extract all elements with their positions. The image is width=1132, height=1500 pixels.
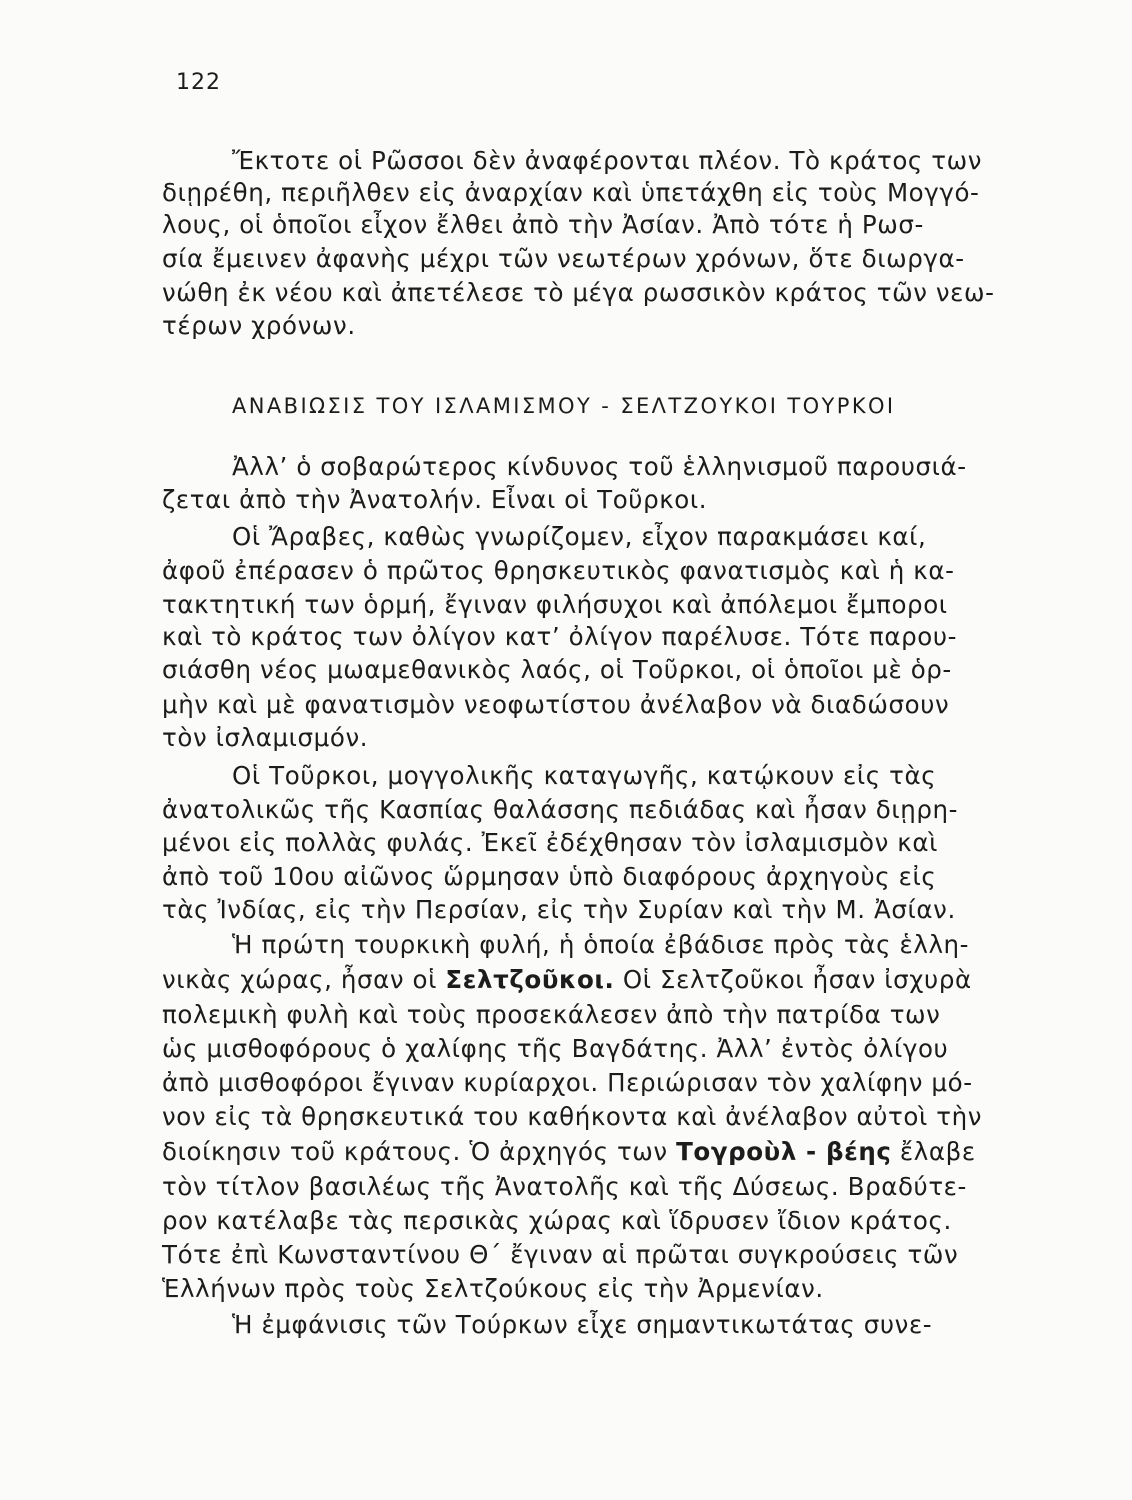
text-line: σιάσθη νέος μωαμεθανικὸς λαός, οἱ Τοῦρκοι, οἱ ὁποῖοι μὲ ὁρ- xyxy=(162,655,952,684)
text-line: τὰς Ἰνδίας, εἰς τὴν Περσίαν, εἰς τὴν Συρίαν καὶ τὴν Μ. Ἀσίαν. xyxy=(162,895,956,924)
text-line: τέρων χρόνων. xyxy=(162,311,356,340)
text-line: τὸν ἰσλαμισμόν. xyxy=(162,723,369,752)
text-line: Ἡ πρώτη τουρκικὴ φυλή, ἡ ὁποία ἐβάδισε πρὸς τὰς ἑλλη- xyxy=(232,930,970,959)
text-line: λους, οἱ ὁποῖοι εἶχον ἔλθει ἀπὸ τὴν Ἀσίαν. Ἀπὸ τότε ἡ Ρωσ- xyxy=(162,210,924,239)
text-line: νον εἰς τὰ θρησκευτικά του καθήκοντα καὶ ἀνέλαβον αὐτοὶ τὴν xyxy=(162,1102,983,1131)
section-heading: ΑΝΑΒΙΩΣΙΣ ΤΟΥ ΙΣΛΑΜΙΣΜΟΥ - ΣΕΛΤΖΟΥΚΟΙ ΤΟΥΡΚΟΙ xyxy=(232,394,896,418)
text-line: Ἔκτοτε οἱ Ρῶσσοι δὲν ἀναφέρονται πλέον. Τὸ κράτος των xyxy=(232,146,983,175)
text-line: τὸν τίτλον βασιλέως τῆς Ἀνατολῆς καὶ τῆς Δύσεως. Βραδύτε- xyxy=(162,1172,967,1201)
text-run: διοίκησιν τοῦ κράτους. Ὁ ἀρχηγός των xyxy=(162,1137,677,1166)
text-line: ὡς μισθοφόρους ὁ χαλίφης τῆς Βαγδάτης. Ἀλλ’ ἐντὸς ὀλίγου xyxy=(162,1034,949,1063)
text-line: καὶ τὸ κράτος των ὀλίγον κατ’ ὀλίγον παρέλυσε. Τότε παρου- xyxy=(162,622,958,651)
emphasized-term: Τογροὺλ - βέης xyxy=(676,1137,892,1166)
text-line xyxy=(162,965,972,995)
text-line: ἀπὸ τοῦ 10ου αἰῶνος ὥρμησαν ὑπὸ διαφόρους ἀρχηγοὺς εἰς xyxy=(162,862,937,891)
text-line: μένοι εἰς πολλὰς φυλάς. Ἐκεῖ ἐδέχθησαν τὸν ἰσλαμισμὸν καὶ xyxy=(162,828,938,857)
text-line: ρον κατέλαβε τὰς περσικὰς χώρας καὶ ἵδρυσεν ἴδιον κράτος. xyxy=(162,1206,952,1235)
text-line: ζεται ἀπὸ τὴν Ἀνατολήν. Εἶναι οἱ Τοῦρκοι. xyxy=(162,485,708,514)
text-run: ἔλαβε xyxy=(891,1137,976,1166)
text-line: Οἱ Ἄραβες, καθὼς γνωρίζομεν, εἶχον παρακμάσει καί, xyxy=(232,522,927,551)
text-line: Ἀλλ’ ὁ σοβαρώτερος κίνδυνος τοῦ ἑλληνισμοῦ παρουσιά- xyxy=(232,452,967,481)
text-line: πολεμικὴ φυλὴ καὶ τοὺς προσεκάλεσεν ἀπὸ τὴν πατρίδα των xyxy=(162,1000,941,1029)
text-line: Τότε ἐπὶ Κωνσταντίνου Θ΄ ἔγιναν αἱ πρῶται συγκρούσεις τῶν xyxy=(162,1240,959,1269)
text-run: νικὰς χώρας, ἦσαν οἱ xyxy=(162,965,446,994)
text-line: Ἑλλήνων πρὸς τοὺς Σελτζούκους εἰς τὴν Ἀρμενίαν. xyxy=(162,1274,824,1303)
text-line: Οἱ Τοῦρκοι, μογγολικῆς καταγωγῆς, κατῴκουν εἰς τὰς xyxy=(232,761,937,790)
text-line: Ἡ ἐμφάνισις τῶν Τούρκων εἶχε σημαντικωτάτας συνε- xyxy=(232,1310,933,1339)
text-line xyxy=(162,1137,976,1167)
text-line: ἀνατολικῶς τῆς Κασπίας θαλάσσης πεδιάδας καὶ ἦσαν διῃρη- xyxy=(162,795,959,824)
text-line: διῃρέθη, περιῆλθεν εἰς ἀναρχίαν καὶ ὑπετάχθη εἰς τοὺς Μογγό- xyxy=(162,178,980,207)
emphasized-term: Σελτζοῦκοι. xyxy=(445,965,615,994)
text-line: τακτητική των ὁρμή, ἔγιναν φιλήσυχοι καὶ ἀπόλεμοι ἔμποροι xyxy=(162,590,948,619)
text-line: μὴν καὶ μὲ φανατισμὸν νεοφωτίστου ἀνέλαβον νὰ διαδώσουν xyxy=(162,690,950,719)
page-number: 122 xyxy=(176,70,221,95)
text-line: σία ἔμεινεν ἀφανὴς μέχρι τῶν νεωτέρων χρόνων, ὅτε διωργα- xyxy=(162,244,965,273)
text-line: νώθη ἐκ νέου καὶ ἀπετέλεσε τὸ μέγα ρωσσικὸν κράτος τῶν νεω- xyxy=(162,278,995,307)
text-line: ἀπὸ μισθοφόροι ἔγιναν κυρίαρχοι. Περιώρισαν τὸν χαλίφην μό- xyxy=(162,1068,973,1097)
text-line: ἀφοῦ ἐπέρασεν ὁ πρῶτος θρησκευτικὸς φανατισμὸς καὶ ἡ κα- xyxy=(162,556,955,585)
text-run: Οἱ Σελτζοῦκοι ἦσαν ἰσχυρὰ xyxy=(614,965,972,994)
